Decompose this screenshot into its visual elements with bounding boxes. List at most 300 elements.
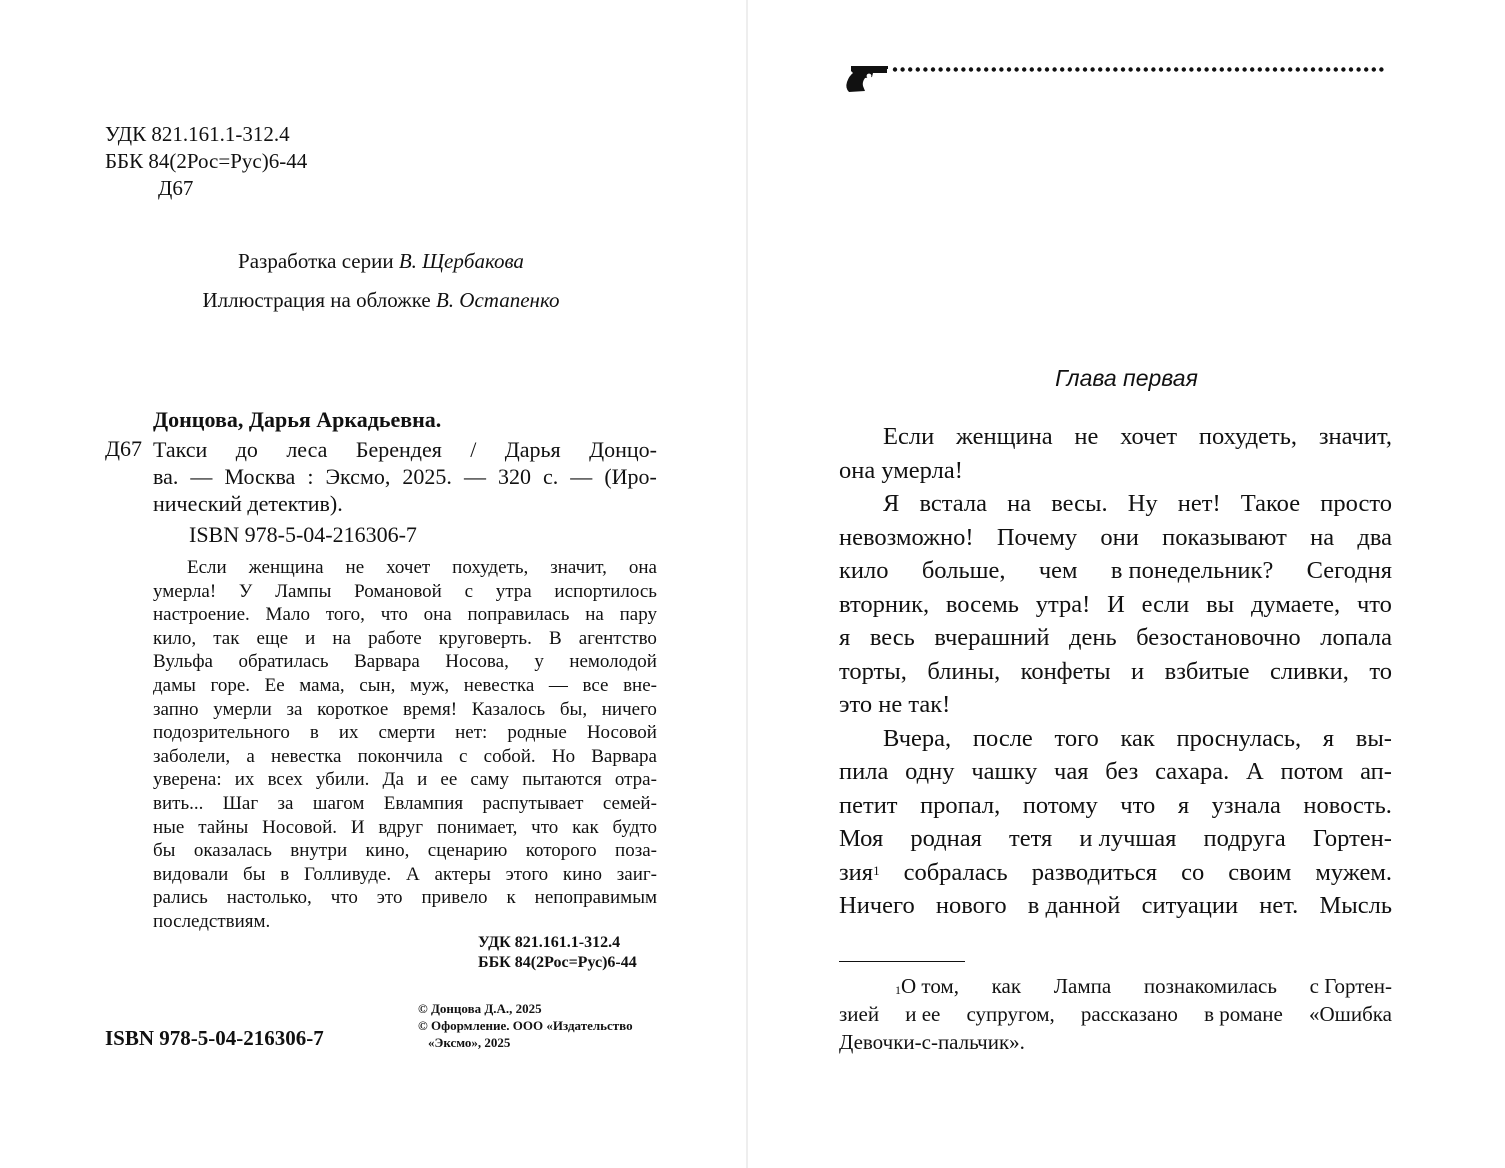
annotation-word: как (572, 816, 599, 838)
chapter-word: если (1141, 590, 1190, 618)
annotation-word: сын, (359, 674, 396, 696)
decorative-dot (1235, 67, 1239, 71)
decorative-dot (1288, 67, 1292, 71)
bottom-codes (478, 933, 637, 973)
annotation-word: поза- (615, 840, 657, 862)
chapter-word: и лучшая (1079, 825, 1177, 852)
annotation-word: все (582, 674, 609, 696)
bibliographic-word: Эксмо, (325, 464, 391, 489)
annotation-word: заболели, (153, 745, 231, 767)
chapter-word: пила (839, 758, 889, 785)
classification-codes (105, 121, 307, 202)
footnote-line (839, 1028, 1392, 1056)
chapter-body (839, 420, 1392, 923)
annotation-word: уверена: (153, 769, 222, 791)
chapter-line (839, 722, 1392, 756)
decorative-dot (908, 67, 912, 71)
decorative-dot (1151, 67, 1155, 71)
chapter-word: со (1181, 858, 1205, 886)
annotation-word: немолодой (569, 651, 657, 673)
chapter-line (839, 822, 1392, 856)
chapter-word: вчерашний (934, 624, 1050, 651)
decorative-dot (1030, 67, 1034, 71)
annotation-word: похудеть, (452, 557, 529, 578)
chapter-word: собралась (903, 858, 1008, 886)
footnote-line (839, 1000, 1392, 1028)
chapter-line (839, 856, 1392, 890)
decorative-dot (1098, 67, 1102, 71)
annotation-word: тайны (198, 816, 249, 838)
chapter-word: Гортен- (1312, 825, 1392, 852)
annotation-word: подозрительного (153, 722, 290, 744)
chapter-word: похудеть, (1198, 423, 1298, 450)
annotation-line (153, 839, 657, 863)
chapter-word: Ну (1127, 490, 1158, 517)
series-credit-name: В. Щербакова (398, 249, 524, 273)
bibliographic-word: Дарья (504, 437, 561, 462)
chapter-word: на (1310, 523, 1335, 551)
annotation-word: непоправимым (534, 887, 657, 909)
chapter-word: ап- (1360, 758, 1392, 785)
decorative-dot (1052, 67, 1056, 71)
annotation-word: настолько, (226, 887, 312, 909)
chapter-word: утра! (1035, 590, 1091, 618)
chapter-word: после (972, 724, 1033, 752)
decorative-dot (1250, 67, 1254, 71)
bibliographic-word: 320 (497, 464, 531, 489)
annotation-word: заиг- (616, 863, 657, 885)
annotation-word: оказалась (193, 840, 272, 862)
annotation-word: в (309, 722, 319, 744)
bibliographic-word: леса (286, 437, 328, 462)
footnote-word: Девочки-с-пальчик». (839, 1030, 1025, 1054)
decorative-dot (1068, 67, 1072, 71)
bibliographic-word: ва. (153, 464, 179, 489)
decorative-dot (1258, 67, 1262, 71)
decorative-dot (1280, 67, 1284, 71)
chapter-word: я (1322, 724, 1335, 752)
chapter-word: восемь (945, 590, 1019, 618)
series-credit-label: Разработка серии (238, 249, 394, 273)
chapter-word: больше, (921, 557, 1006, 584)
annotation-word: собой. (483, 745, 536, 767)
annotation-word: умерла! (153, 580, 217, 602)
chapter-word: чая (1054, 758, 1089, 785)
chapter-word: одну (905, 758, 955, 785)
annotation-word: что (531, 816, 559, 838)
decorative-dot (1379, 67, 1383, 71)
decorative-dot (1296, 67, 1300, 71)
decorative-dot (1174, 67, 1178, 71)
annotation-word: актеры (434, 863, 491, 885)
annotation-word: поправилась (467, 604, 570, 626)
chapter-word: сливки, (1269, 657, 1349, 685)
annotation-word: это (376, 887, 403, 909)
decorative-dot (961, 67, 965, 71)
chapter-line (839, 454, 1392, 488)
chapter-word: вторник, (839, 590, 930, 618)
bibliographic-word: Берендея (355, 437, 442, 462)
chapter-word: потом (1280, 758, 1344, 785)
book-annotation (153, 556, 657, 934)
annotation-word: У (238, 580, 253, 602)
decorative-dot (1220, 67, 1224, 71)
annotation-word: еще (256, 627, 289, 649)
footnote-line (839, 972, 1392, 1000)
annotation-word: горе. (210, 674, 251, 696)
decorative-dot (1136, 67, 1140, 71)
chapter-word: проснулась, (1176, 724, 1302, 752)
annotation-word: время! (403, 698, 458, 720)
annotation-word: распутывает (482, 792, 584, 814)
annotation-line (153, 627, 657, 651)
annotation-word: рались (153, 887, 208, 909)
chapter-word: без (1105, 758, 1139, 785)
annotation-word: нет: (455, 722, 488, 744)
annotation-word: Ее (264, 674, 285, 696)
annotation-word: семей- (602, 792, 657, 814)
annotation-word: у (534, 651, 544, 673)
annotation-word: Шаг (222, 792, 259, 814)
annotation-word: мама, (299, 674, 345, 696)
decorative-dot (1189, 67, 1193, 71)
bibliographic-word: 2025. (402, 464, 452, 489)
footnote-word: в романе (1204, 1002, 1283, 1026)
chapter-line (839, 755, 1392, 789)
annotation-word: вне- (623, 674, 657, 696)
decorative-dot (1159, 67, 1163, 71)
decorative-dot (916, 67, 920, 71)
chapter-word: женщина (956, 423, 1053, 450)
footnote-rule (839, 961, 965, 962)
chapter-word: хочет (1120, 423, 1178, 450)
chapter-word: разводиться (1031, 858, 1158, 886)
annotation-word: за (277, 792, 294, 814)
chapter-line (839, 688, 1392, 722)
chapter-word: Если (883, 423, 935, 450)
decorative-dot (1227, 67, 1231, 71)
decorative-dot (1364, 67, 1368, 71)
annotation-word: Но (551, 745, 576, 767)
decorative-dot (1212, 67, 1216, 71)
chapter-word: в данной (1027, 892, 1121, 919)
chapter-word: мужем. (1315, 858, 1392, 886)
annotation-word: Романовой (354, 580, 442, 602)
annotation-word: Лампы (275, 580, 332, 602)
copyright-block (418, 1000, 633, 1051)
annotation-word: она (423, 604, 452, 626)
copyright-line-2: © Оформление. ООО «Издательство (418, 1018, 633, 1033)
annotation-word: и (305, 627, 316, 649)
bibliographic-word: / (470, 437, 477, 462)
bibliographic-word: с. (543, 464, 559, 489)
annotation-word: за (286, 698, 303, 720)
chapter-word: А (1246, 758, 1264, 785)
bottom-udk-code: УДК 821.161.1-312.4 (478, 934, 621, 951)
chapter-word: не (1074, 423, 1099, 450)
annotation-word: А (405, 863, 420, 885)
annotation-line (153, 816, 657, 840)
series-credit (0, 249, 762, 274)
annotation-line (153, 768, 657, 792)
annotation-word: покончила (357, 745, 443, 767)
chapter-word: нет. (1259, 892, 1299, 919)
chapter-word: Почему (996, 523, 1078, 551)
annotation-word: смерти (378, 722, 436, 744)
bibliographic-line (153, 490, 657, 517)
annotation-line (153, 603, 657, 627)
decorative-dot (1326, 67, 1330, 71)
chapter-word: значит, (1318, 423, 1392, 450)
footnote-word: рассказано (1080, 1002, 1178, 1026)
annotation-line (153, 674, 657, 698)
annotation-line (153, 580, 657, 604)
annotation-word: ные (153, 816, 185, 838)
annotation-word: хочет (386, 557, 431, 578)
chapter-line (839, 789, 1392, 823)
chapter-word: весь (869, 624, 915, 651)
footnote-word: супругом, (966, 1002, 1055, 1026)
decorative-dot (923, 67, 927, 71)
bottom-bbk-code: ББК 84(2Рос=Рус)6-44 (478, 954, 637, 971)
chapter-word: и (1131, 657, 1145, 685)
footnote-word: познакомилась (1143, 974, 1277, 998)
chapter-word: я (1177, 791, 1190, 819)
footnote-marker: 1 (895, 983, 901, 997)
annotation-line (153, 910, 657, 934)
bibliographic-record (153, 436, 657, 517)
annotation-word: муж, (410, 674, 450, 696)
decorative-dot (1204, 67, 1208, 71)
bibliographic-word: : (307, 464, 314, 489)
chapter-line (839, 420, 1392, 454)
annotation-word: понимает, (436, 816, 518, 838)
bibliographic-word: Москва (224, 464, 296, 489)
decorative-dot (1106, 67, 1110, 71)
chapter-word: на (1007, 490, 1032, 517)
chapter-word: родная (910, 825, 982, 852)
decorative-dot (1007, 67, 1011, 71)
author-mark: Д67 (158, 176, 194, 200)
footnote-reference: 1 (873, 862, 880, 878)
footnote-word: Лампа (1053, 974, 1112, 998)
decorative-dot (1311, 67, 1315, 71)
chapter-word: думаете, (1250, 590, 1341, 618)
chapter-word: тетя (1009, 825, 1053, 852)
annotation-word: их (338, 722, 359, 744)
decorative-dot (984, 67, 988, 71)
cover-credit-label: Иллюстрация на обложке (202, 288, 431, 312)
chapter-word: новость. (1303, 791, 1392, 819)
chapter-word: безостановочно (1136, 624, 1301, 651)
annotation-word: с (464, 580, 473, 602)
annotation-word: что (380, 604, 408, 626)
annotation-word: того, (325, 604, 365, 626)
copyright-line-3: «Эксмо», 2025 (428, 1035, 511, 1050)
bibliographic-word: Такси (153, 437, 208, 462)
chapter-word: блины, (927, 657, 1001, 685)
bibliographic-line (153, 463, 657, 490)
decorative-dot (1334, 67, 1338, 71)
decorative-dot (946, 67, 950, 71)
annotation-word: обратилась (238, 651, 329, 673)
chapter-word: пропал, (920, 791, 1001, 819)
bibliographic-word: — (570, 464, 593, 489)
decorative-dot (992, 67, 996, 71)
decorative-dot (1197, 67, 1201, 71)
decorative-dot (1075, 67, 1079, 71)
annotation-word: саму (470, 769, 510, 791)
decorative-dot (900, 67, 904, 71)
annotation-line (153, 745, 657, 769)
annotation-word: настроение. (153, 604, 250, 626)
annotation-word: она (628, 557, 657, 578)
footnote-word: О том, (901, 974, 959, 998)
chapter-word: кило (839, 557, 889, 584)
chapter-word: Ничего (839, 892, 915, 919)
chapter-word: Моя (839, 825, 884, 852)
chapter-word: я (839, 624, 851, 651)
chapter-word: чем (1038, 557, 1078, 584)
bibliographic-word: нический детектив). (153, 491, 343, 516)
annotation-word: Мало (265, 604, 311, 626)
annotation-word: И (350, 816, 365, 838)
chapter-line (839, 889, 1392, 923)
annotation-word: вить... (153, 792, 204, 814)
decorative-dot (954, 67, 958, 71)
chapter-word: чашку (971, 758, 1038, 785)
annotation-word: дамы (153, 674, 196, 696)
annotation-word: последствиям. (153, 910, 271, 932)
annotation-word: на (332, 627, 351, 649)
decorative-dot (1060, 67, 1064, 71)
chapter-word: два (1357, 523, 1392, 551)
chapter-word: потому (1022, 791, 1098, 819)
decorative-dot (1318, 67, 1322, 71)
decorative-dot (1113, 67, 1117, 71)
author-heading: Донцова, Дарья Аркадьевна. (153, 407, 442, 432)
chapter-word: лопала (1320, 624, 1392, 651)
annotation-line (153, 698, 657, 722)
annotation-word: Да (382, 769, 404, 791)
annotation-word: что (330, 887, 358, 909)
chapter-word: Вчера, (883, 724, 952, 752)
annotation-word: круговерть. (438, 627, 532, 649)
annotation-word: невестка (270, 745, 342, 767)
annotation-word: пытаются (522, 769, 602, 791)
annotation-word: внутри (290, 840, 348, 862)
decorative-dot (1341, 67, 1345, 71)
footnote-word: и ее (905, 1002, 941, 1026)
annotation-word: запно (153, 698, 199, 720)
annotation-word: не (345, 557, 365, 578)
decorative-dot (1182, 67, 1186, 71)
chapter-word: встала (919, 490, 987, 517)
annotation-word: к (506, 887, 516, 909)
annotation-word: бы (153, 840, 176, 862)
chapter-word: она умерла! (839, 456, 963, 484)
decorative-dot (1022, 67, 1026, 71)
annotation-line (153, 863, 657, 887)
annotation-word: — (548, 674, 568, 696)
footnote-word: «Ошибка (1309, 1002, 1392, 1026)
decorative-dot (969, 67, 973, 71)
chapter-word: зия$^1$ (839, 858, 880, 886)
annotation-word: кино (562, 863, 602, 885)
annotation-word: агентство (578, 627, 657, 649)
decorative-dot (1349, 67, 1353, 71)
cover-credit (0, 288, 762, 313)
annotation-word: привело (421, 887, 488, 909)
annotation-word: бы (243, 863, 266, 885)
annotation-word: будто (612, 816, 657, 838)
annotation-word: Варвара (354, 651, 420, 673)
bibliographic-line (153, 436, 657, 463)
decorative-dot (1090, 67, 1094, 71)
chapter-word: вы- (1355, 724, 1392, 752)
isbn-bottom: ISBN 978-5-04-216306-7 (105, 1026, 324, 1050)
bibliographic-word: до (235, 437, 258, 462)
decorative-dot (1083, 67, 1087, 71)
chapter-word: подруга (1203, 825, 1286, 852)
annotation-line (153, 792, 657, 816)
chapter-word: сахара. (1155, 758, 1230, 785)
annotation-word: этого (505, 863, 549, 885)
annotation-word: утра (495, 580, 532, 602)
annotation-word: невестка (463, 674, 535, 696)
decorative-dot (893, 67, 897, 71)
decorative-dot (938, 67, 942, 71)
annotation-word: в (280, 863, 290, 885)
decorative-dot (1273, 67, 1277, 71)
decorative-dot (976, 67, 980, 71)
revolver-icon (843, 60, 1393, 96)
annotation-word: отра- (614, 769, 657, 791)
footnote-word: зией (839, 1002, 880, 1026)
decorative-dot (1303, 67, 1307, 71)
bibliographic-word: — (463, 464, 486, 489)
bbk-code: ББК 84(2Рос=Рус)6-44 (105, 149, 308, 173)
annotation-word: умерли (213, 698, 272, 720)
chapter-word: показывают (1162, 523, 1287, 551)
copyright-line-1: © Донцова Д.А., 2025 (418, 1001, 542, 1016)
chapter-word: ситуации (1141, 892, 1239, 919)
chapter-word: торты, (839, 657, 907, 685)
decorative-dot (999, 67, 1003, 71)
udk-code: УДК 821.161.1-312.4 (105, 122, 290, 146)
annotation-word: Казалось (471, 698, 546, 720)
annotation-word: Голливуде. (304, 863, 392, 885)
annotation-word: кино, (365, 840, 410, 862)
chapter-word: Такое (1240, 490, 1301, 517)
annotation-word: убили. (315, 769, 370, 791)
annotation-word: родные (507, 722, 567, 744)
annotation-word: Если (187, 557, 227, 578)
chapter-word: как (1120, 724, 1155, 752)
decorative-dot (1166, 67, 1170, 71)
decorative-dot (1128, 67, 1132, 71)
annotation-line (153, 556, 657, 580)
annotation-word: видовали (153, 863, 229, 885)
chapter-word: своим (1228, 858, 1292, 886)
decorative-dot (1372, 67, 1376, 71)
annotation-word: ее (440, 769, 458, 791)
chapter-word: то (1369, 657, 1392, 685)
annotation-word: и (417, 769, 428, 791)
chapter-word: того (1054, 724, 1099, 752)
decorative-dot (1242, 67, 1246, 71)
footnote-word: как (991, 974, 1022, 998)
